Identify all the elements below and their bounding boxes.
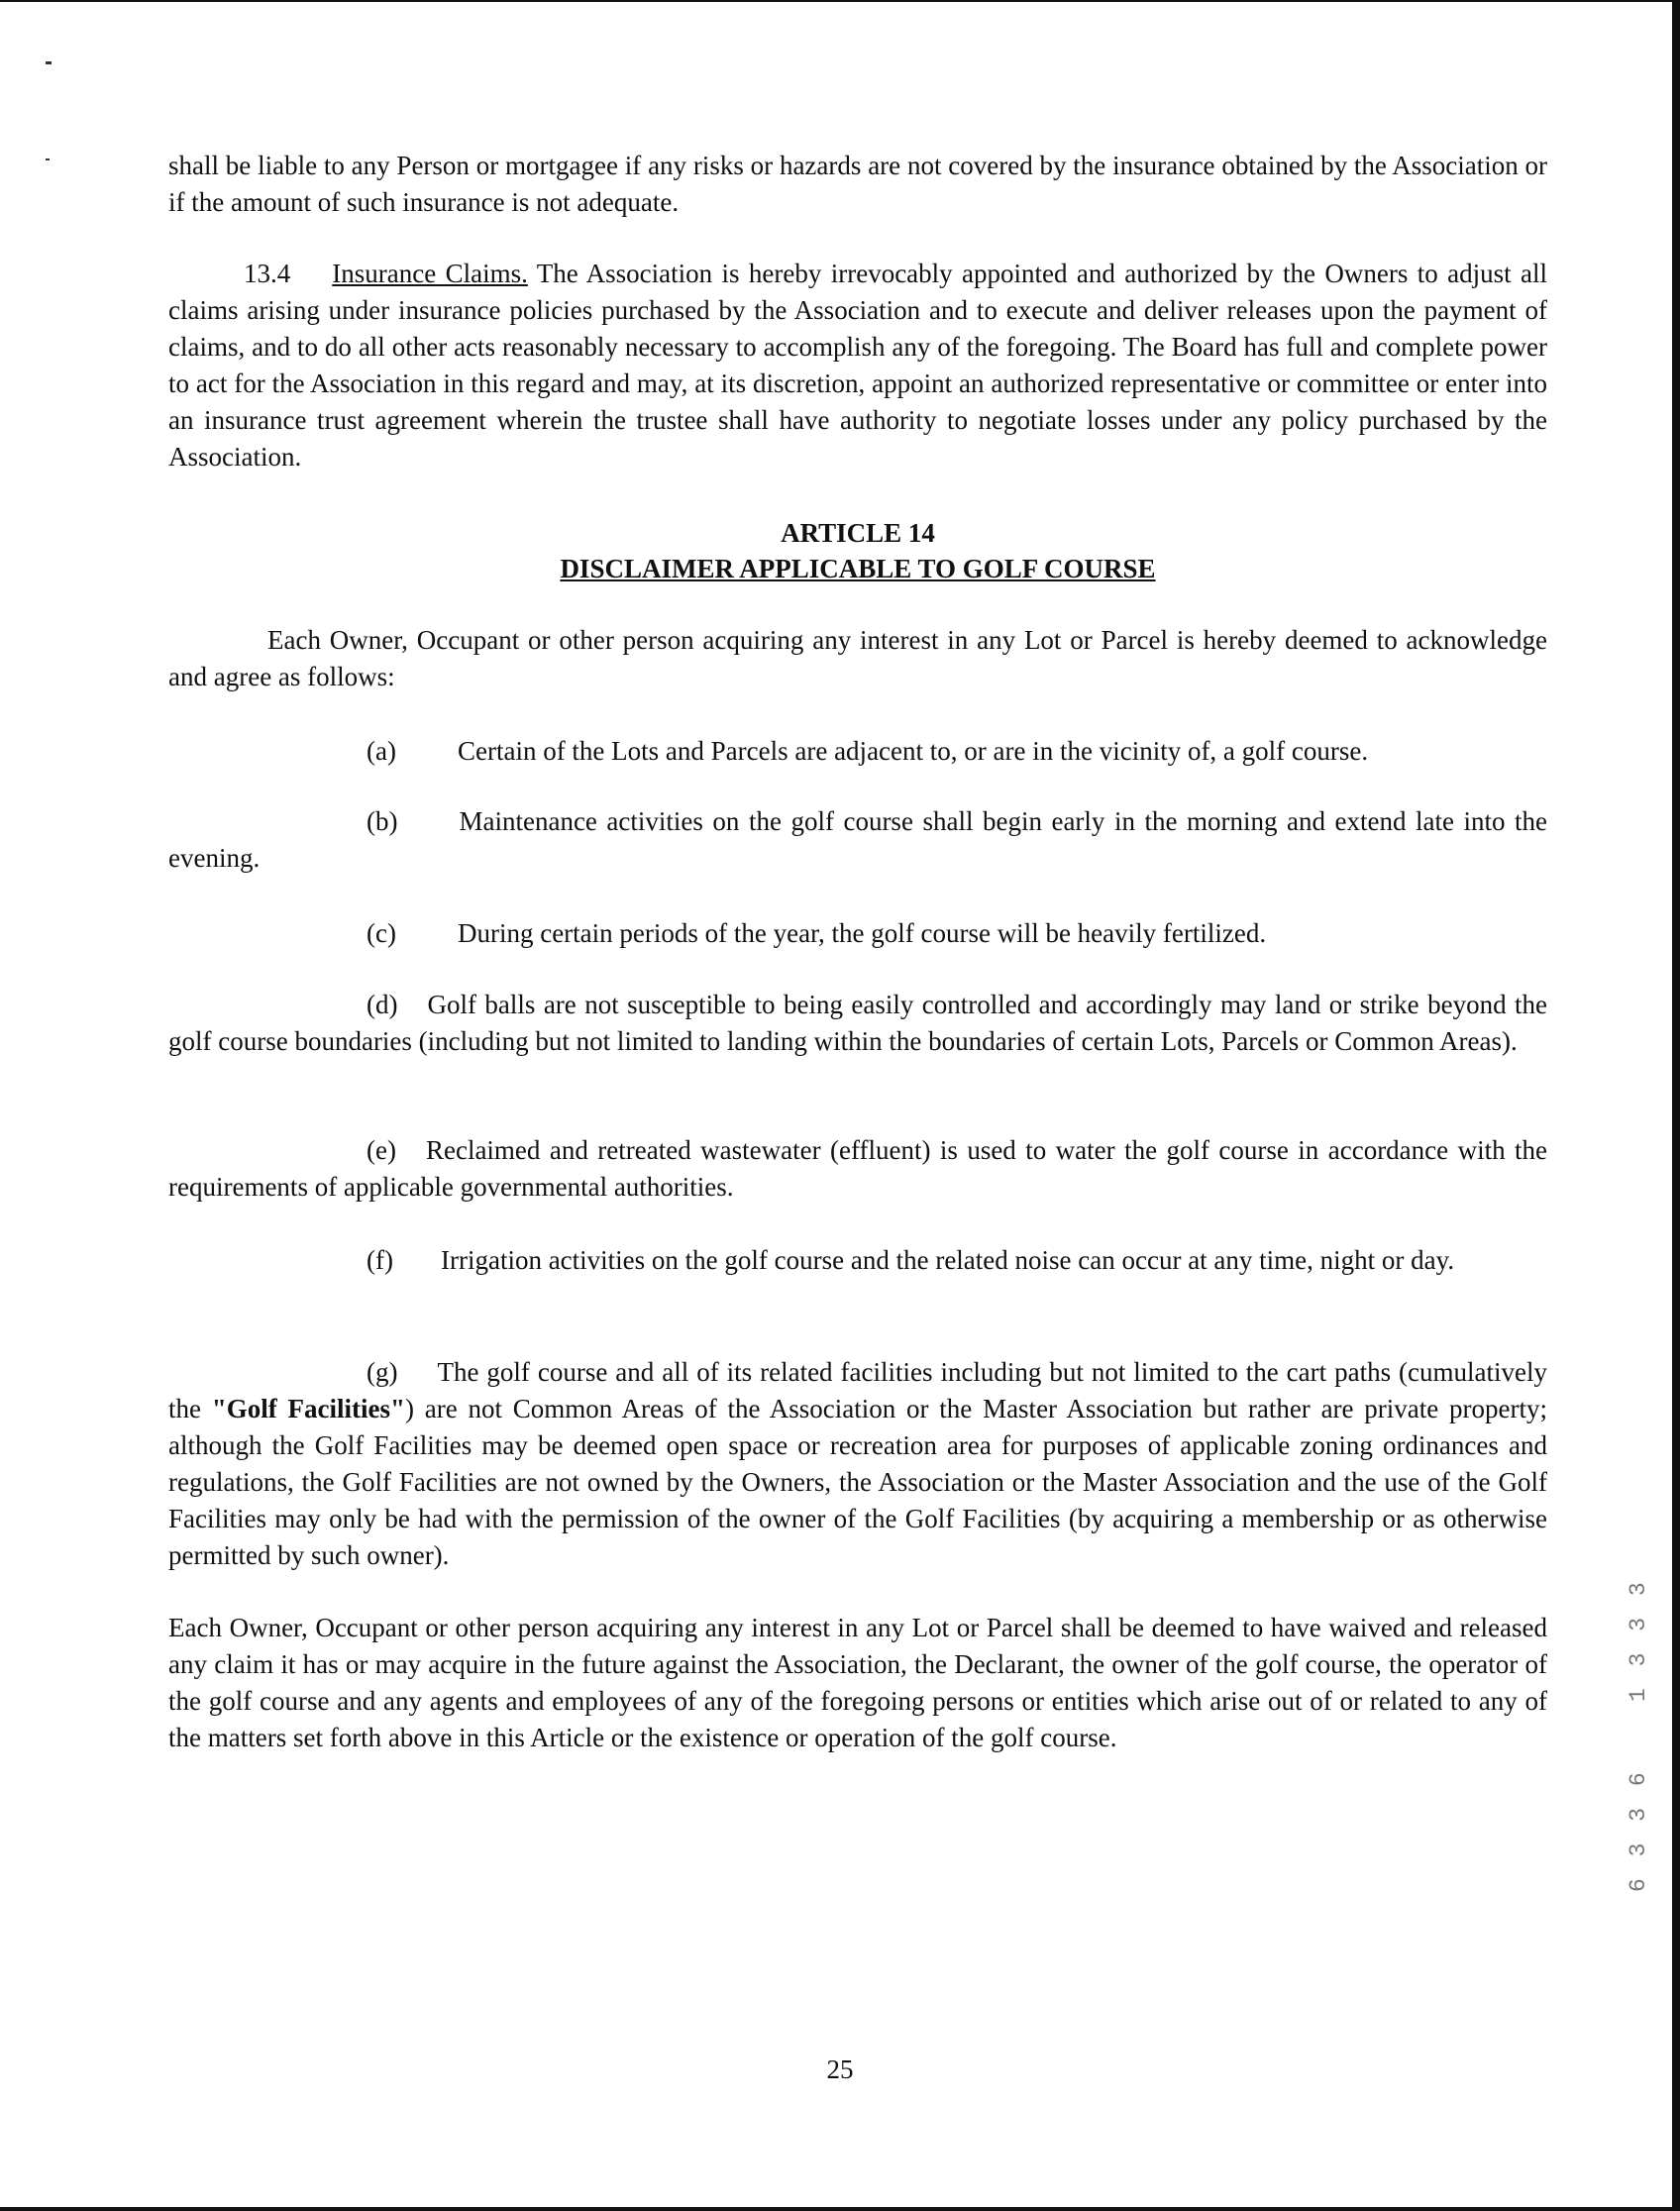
- scan-edge-top: [0, 0, 1680, 2]
- section-heading: Insurance Claims.: [332, 259, 528, 288]
- list-item: [168, 915, 1547, 952]
- item-label: (f): [367, 1245, 393, 1275]
- item-text: Maintenance activities on the golf course shall begin early in the morning and extend late into the evening.: [168, 806, 1547, 873]
- list-item: [168, 803, 1547, 877]
- item-text: During certain periods of the year, the golf course will be heavily fertilized.: [457, 918, 1267, 948]
- list-item: [168, 987, 1547, 1060]
- item-text: The golf course and all of its related facilities including but not limited to the cart paths (cumulatively the: [168, 1357, 1547, 1423]
- document-stamp: 1 3 3 3: [1626, 1578, 1651, 1702]
- list-item: [168, 1354, 1547, 1574]
- item-text: Golf balls are not susceptible to being easily controlled and accordingly may land or strike beyond the golf course boundaries (including but not limited to landing within the boundaries of certain Lots, Parcels or Common Areas).: [168, 990, 1547, 1056]
- section-number: 13.4: [244, 259, 291, 288]
- page-number: 25: [826, 2054, 854, 2084]
- item-text-continued: ) are not Common Areas of the Association or the Master Association but rather are private property; although the Golf Facilities may be deemed open space or recreation area for purposes of applicable zoning ordinances and regulations, the Golf Facilities are not owned by the Owners, the Association or the Master Association and the use of the Golf Facilities may only be had with the permission of the owner of the Golf Facilities (by acquiring a membership or as otherwise permitted by such owner).: [168, 1394, 1547, 1570]
- lead-paragraph: Each Owner, Occupant or other person acquiring any interest in any Lot or Parcel is hereby deemed to acknowledge and agree as follows:: [168, 625, 1547, 691]
- item-label: (g): [367, 1357, 398, 1387]
- item-text: Certain of the Lots and Parcels are adjacent to, or are in the vicinity of, a golf course.: [457, 736, 1369, 766]
- defined-term: "Golf Facilities": [211, 1394, 405, 1423]
- scan-edge-right: [1672, 0, 1680, 2211]
- document-stamp: 6 3 3 6: [1626, 1768, 1651, 1892]
- item-label: (a): [367, 736, 396, 766]
- item-text: Irrigation activities on the golf course and the related noise can occur at any time, night or day.: [440, 1245, 1455, 1275]
- list-item: [168, 733, 1547, 770]
- item-label: (b): [367, 806, 398, 836]
- list-item: [168, 1242, 1547, 1279]
- item-label: (c): [367, 918, 396, 948]
- scan-speck: [46, 61, 52, 64]
- section-13-4: [168, 256, 1547, 475]
- scan-edge-bottom: [0, 2207, 1680, 2211]
- list-item: [168, 1132, 1547, 1206]
- article-subtitle: DISCLAIMER APPLICABLE TO GOLF COURSE: [560, 554, 1156, 583]
- item-text: Reclaimed and retreated wastewater (effluent) is used to water the golf course in accordance with the requirements of applicable governmental authorities.: [168, 1135, 1547, 1202]
- section-body: The Association is hereby irrevocably appointed and authorized by the Owners to adjust all claims arising under insurance policies purchased by the Association and to execute and deliver releases upon the payment of claims, and to do all other acts reasonably necessary to accomplish any of the foregoing. The Board has full and complete power to act for the Association in this regard and may, at its discretion, appoint an authorized representative or committee or enter into an insurance trust agreement wherein the trustee shall have authority to negotiate losses under any policy purchased by the Association.: [168, 259, 1547, 472]
- closing-paragraph: Each Owner, Occupant or other person acquiring any interest in any Lot or Parcel shall be deemed to have waived and released any claim it has or may acquire in the future against the Association, the Declarant, the owner of the golf course, the operator of the golf course and any agents and employees of any of the foregoing persons or entities which arise out of or related to any of the matters set forth above in this Article or the existence or operation of the golf course.: [168, 1613, 1547, 1752]
- item-label: (d): [367, 990, 398, 1019]
- scan-speck: [46, 158, 50, 160]
- item-label: (e): [367, 1135, 396, 1165]
- article-title: ARTICLE 14: [781, 518, 935, 548]
- intro-paragraph: shall be liable to any Person or mortgagee if any risks or hazards are not covered by the insurance obtained by the Association or if the amount of such insurance is not adequate.: [168, 151, 1547, 217]
